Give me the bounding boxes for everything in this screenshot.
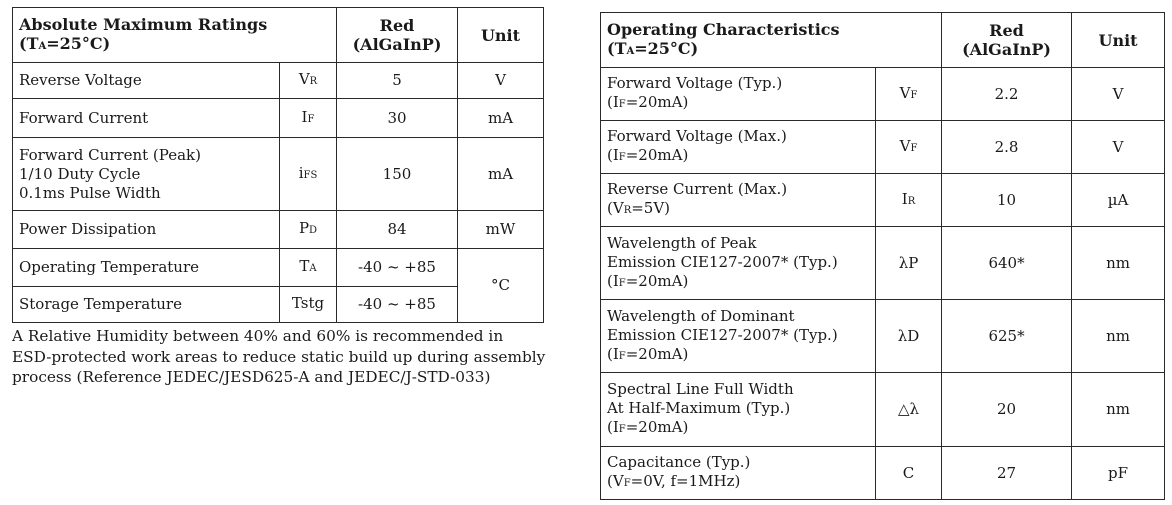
unit-cell: V — [1072, 121, 1165, 174]
param-cell: Storage Temperature — [13, 287, 280, 323]
table-row — [13, 63, 544, 99]
value-cell: 640* — [942, 227, 1072, 300]
operating-characteristics-table — [600, 12, 1165, 500]
value-cell: 625* — [942, 300, 1072, 373]
table-condition: (TA=25°C) — [19, 33, 111, 53]
param-cell: Forward Current — [13, 99, 280, 138]
value-cell: 30 — [337, 99, 458, 138]
table-row — [601, 121, 1165, 174]
table-header-row — [13, 8, 544, 63]
table-title-cell — [13, 8, 337, 63]
param-cell: Forward Voltage (Max.) (IF=20mA) — [601, 121, 876, 174]
column-header-red: Red (AlGaInP) — [942, 13, 1072, 68]
unit-cell: nm — [1072, 300, 1165, 373]
table-row — [13, 249, 544, 287]
table-row — [601, 373, 1165, 447]
param-cell: Spectral Line Full Width At Half-Maximum (Typ.) (IF=20mA) — [601, 373, 876, 447]
param-cell: Reverse Voltage — [13, 63, 280, 99]
symbol-cell: VF — [876, 68, 942, 121]
symbol-cell: IF — [280, 99, 337, 138]
humidity-note: A Relative Humidity between 40% and 60% is recommended in ESD-protected work areas to reduce static build up during assembly process (Reference JEDEC/JESD625-A and JEDEC/J-STD-033) — [12, 327, 546, 386]
symbol-cell: λP — [876, 227, 942, 300]
unit-cell: V — [1072, 68, 1165, 121]
unit-cell: V — [458, 63, 544, 99]
symbol-cell: PD — [280, 211, 337, 249]
param-cell: Forward Current (Peak) 1/10 Duty Cycle 0.1ms Pulse Width — [13, 138, 280, 211]
table-row — [13, 211, 544, 249]
param-cell: Reverse Current (Max.) (VR=5V) — [601, 174, 876, 227]
unit-cell: mW — [458, 211, 544, 249]
unit-cell: nm — [1072, 227, 1165, 300]
value-cell: 5 — [337, 63, 458, 99]
unit-cell: mA — [458, 138, 544, 211]
table-title: Absolute Maximum Ratings — [19, 14, 268, 34]
table-header-row — [601, 13, 1165, 68]
symbol-cell: λD — [876, 300, 942, 373]
symbol-cell: VF — [876, 121, 942, 174]
param-cell: Wavelength of Peak Emission CIE127-2007* (Typ.) (IF=20mA) — [601, 227, 876, 300]
symbol-cell: Tstg — [280, 287, 337, 323]
param-cell: Power Dissipation — [13, 211, 280, 249]
unit-cell: µA — [1072, 174, 1165, 227]
table-title: Operating Characteristics — [607, 19, 840, 39]
absolute-maximum-ratings-table — [12, 7, 544, 323]
table-row — [13, 138, 544, 211]
table-row — [601, 447, 1165, 500]
value-cell: -40 ~ +85 — [337, 249, 458, 287]
symbol-cell: VR — [280, 63, 337, 99]
unit-cell: mA — [458, 99, 544, 138]
table-row — [601, 300, 1165, 373]
param-cell: Operating Temperature — [13, 249, 280, 287]
value-cell: 27 — [942, 447, 1072, 500]
symbol-cell: IR — [876, 174, 942, 227]
value-cell: 84 — [337, 211, 458, 249]
value-cell: 20 — [942, 373, 1072, 447]
table-title-cell — [601, 13, 942, 68]
value-cell: 10 — [942, 174, 1072, 227]
value-cell: 150 — [337, 138, 458, 211]
unit-cell: nm — [1072, 373, 1165, 447]
symbol-cell: △λ — [876, 373, 942, 447]
unit-cell-temperature: °C — [458, 249, 544, 323]
value-cell: -40 ~ +85 — [337, 287, 458, 323]
symbol-cell: C — [876, 447, 942, 500]
symbol-cell: iFS — [280, 138, 337, 211]
param-cell: Capacitance (Typ.) (VF=0V, f=1MHz) — [601, 447, 876, 500]
param-cell: Wavelength of Dominant Emission CIE127-2007* (Typ.) (IF=20mA) — [601, 300, 876, 373]
unit-cell: pF — [1072, 447, 1165, 500]
column-header-red: Red (AlGaInP) — [337, 8, 458, 63]
symbol-cell: TA — [280, 249, 337, 287]
table-row — [601, 227, 1165, 300]
column-header-unit: Unit — [458, 8, 544, 63]
column-header-unit: Unit — [1072, 13, 1165, 68]
table-row — [601, 68, 1165, 121]
param-cell: Forward Voltage (Typ.) (IF=20mA) — [601, 68, 876, 121]
value-cell: 2.2 — [942, 68, 1072, 121]
table-row — [601, 174, 1165, 227]
table-condition: (TA=25°C) — [607, 38, 699, 58]
table-row — [13, 99, 544, 138]
value-cell: 2.8 — [942, 121, 1072, 174]
